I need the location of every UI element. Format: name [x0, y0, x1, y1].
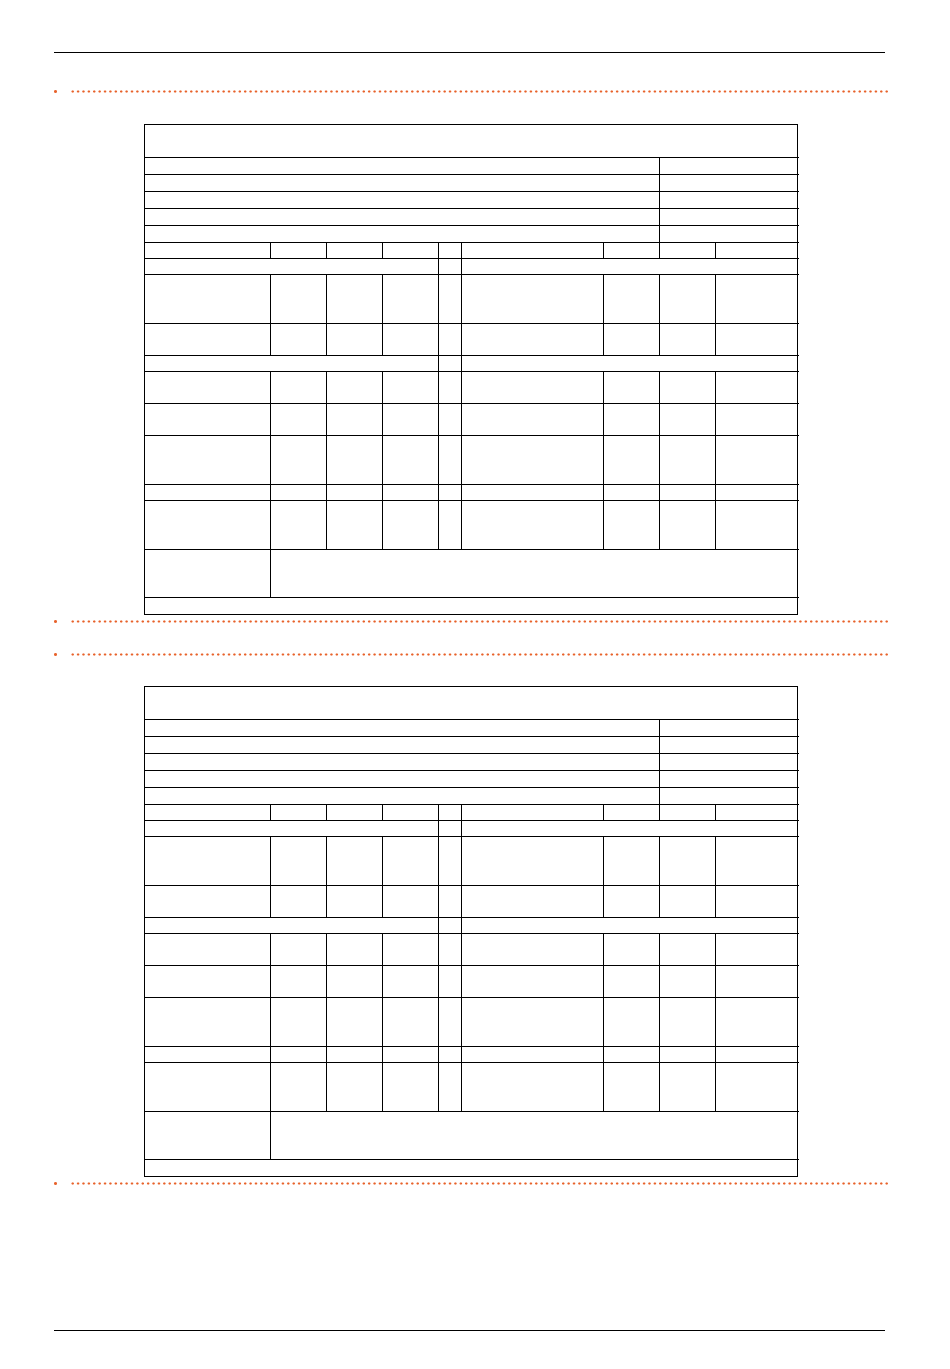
section-row: [145, 355, 799, 371]
table-row: [145, 997, 799, 1046]
form-title-row: [145, 687, 799, 719]
form-table-1: [144, 124, 798, 615]
form-footer-row: [145, 597, 799, 613]
dotted-separator: [54, 90, 890, 94]
info-row: [145, 157, 799, 174]
info-row: [145, 787, 799, 804]
section-row: [145, 917, 799, 933]
table-row: [145, 403, 799, 435]
remarks-row: [145, 549, 799, 597]
column-header-row: [145, 804, 799, 820]
info-row: [145, 719, 799, 736]
table-row: [145, 371, 799, 403]
info-row: [145, 736, 799, 753]
form-title-row: [145, 125, 799, 157]
header-rule: [54, 52, 885, 53]
table-row: [145, 274, 799, 323]
dotted-separator: [54, 653, 890, 657]
info-row: [145, 174, 799, 191]
form-table-2: [144, 686, 798, 1177]
info-row: [145, 770, 799, 787]
table-row: [145, 435, 799, 484]
table-row: [145, 965, 799, 997]
table-row: [145, 836, 799, 885]
table-row: [145, 500, 799, 549]
info-row: [145, 225, 799, 242]
remarks-row: [145, 1111, 799, 1159]
info-row: [145, 191, 799, 208]
form-footer-row: [145, 1159, 799, 1175]
footer-rule: [54, 1330, 885, 1331]
table-row: [145, 885, 799, 917]
column-header-row: [145, 242, 799, 258]
dotted-separator: [54, 620, 890, 624]
info-row: [145, 753, 799, 770]
table-row: [145, 484, 799, 500]
table-row: [145, 1046, 799, 1062]
info-row: [145, 208, 799, 225]
table-row: [145, 1062, 799, 1111]
dotted-separator: [54, 1182, 890, 1186]
table-row: [145, 933, 799, 965]
section-row: [145, 820, 799, 836]
section-row: [145, 258, 799, 274]
table-row: [145, 323, 799, 355]
